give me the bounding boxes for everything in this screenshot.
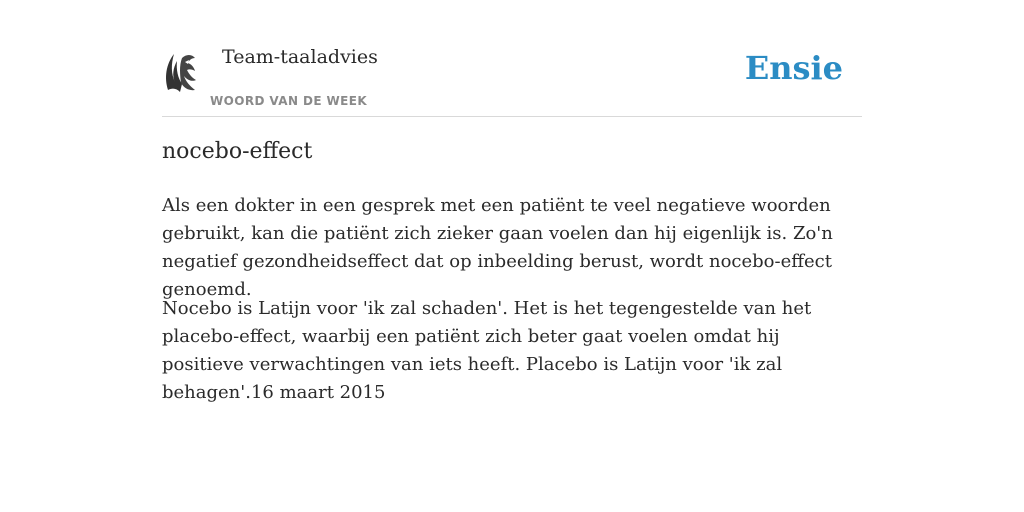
- entry-date: 16 maart 2015: [250, 382, 386, 403]
- flemish-lion-icon[interactable]: [162, 48, 200, 96]
- entry-paragraph-2-text: Nocebo is Latijn voor 'ik zal schaden'. Het is het tegengestelde van het placebo-effect, waarbij een patiënt zich beter gaat voelen omdat hij positieve verwachtingen van iets heeft. Placebo is Latijn voor 'ik zal behagen'.: [162, 298, 812, 403]
- entry-paragraph-2: [162, 295, 862, 407]
- flemish-lion-icon-graphic: [162, 48, 200, 96]
- section-label: WOORD VAN DE WEEK: [210, 94, 368, 108]
- entry-title: nocebo-effect: [162, 139, 313, 164]
- brand-logo-link[interactable]: Ensie: [744, 49, 843, 87]
- header: [162, 40, 862, 117]
- team-name[interactable]: Team-taaladvies: [222, 46, 378, 68]
- entry-paragraph-1: Als een dokter in een gesprek met een patiënt te veel negatieve woorden gebruikt, kan die patiënt zich zieker gaan voelen dan hij eigenlijk is. Zo'n negatief gezondheidseffect dat op inbeelding berust, wordt nocebo-effect genoemd.: [162, 195, 833, 300]
